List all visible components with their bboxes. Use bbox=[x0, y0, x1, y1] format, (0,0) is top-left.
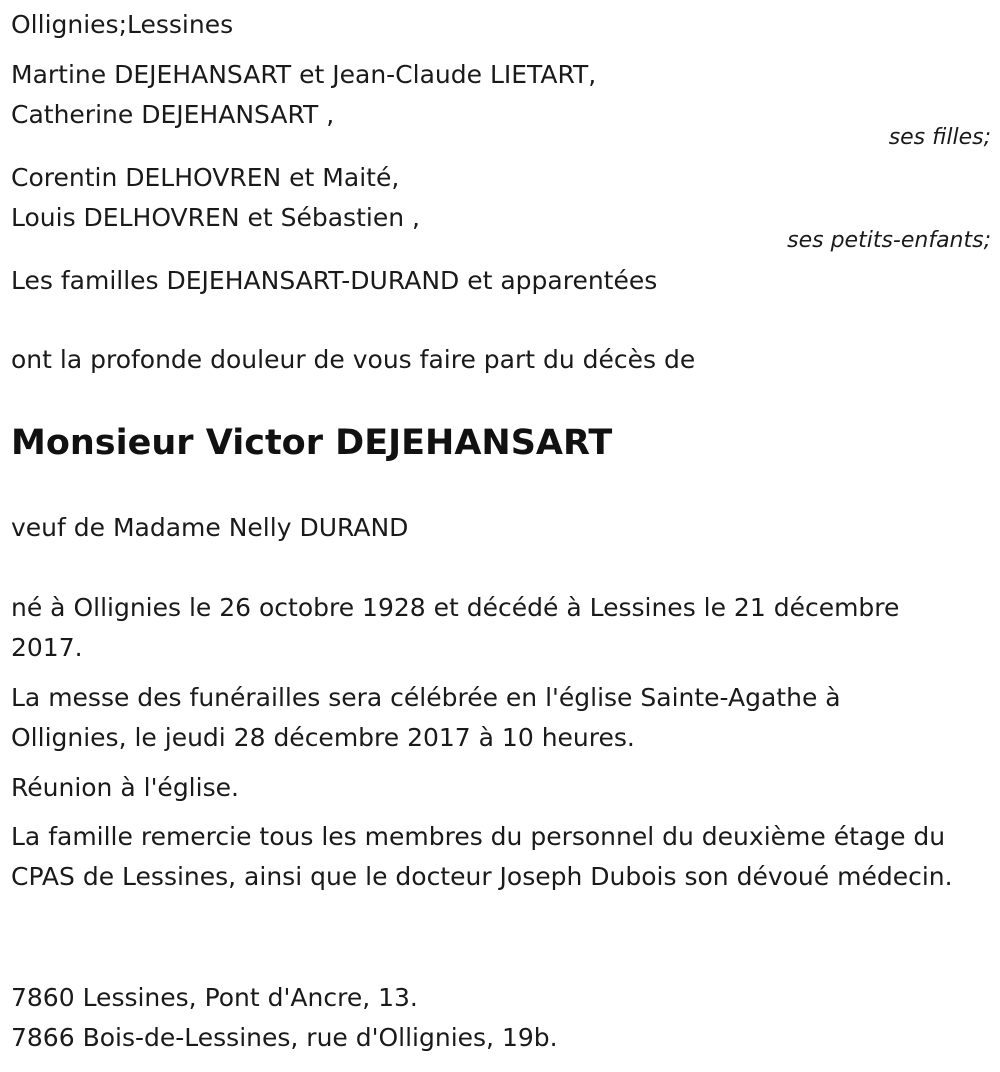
deceased-name: Monsieur Victor DEJEHANSART bbox=[11, 423, 613, 463]
address-line-1: 7860 Lessines, Pont d'Ancre, 13. bbox=[11, 983, 418, 1012]
locations-header: Ollignies;Lessines bbox=[11, 10, 234, 39]
daughter-line-2: Catherine DEJEHANSART , bbox=[11, 100, 335, 129]
families-line: Les familles DEJEHANSART-DURAND et apparentées bbox=[11, 266, 658, 295]
grandchild-line-2: Louis DELHOVREN et Sébastien , bbox=[11, 203, 420, 232]
grandchildren-role: ses petits-enfants; bbox=[787, 228, 991, 253]
daughters-role: ses filles; bbox=[888, 125, 991, 150]
announcement-line: ont la profonde douleur de vous faire part du décès de bbox=[11, 345, 696, 374]
grandchild-line-1: Corentin DELHOVREN et Maité, bbox=[11, 163, 400, 192]
funeral-paragraph: La messe des funérailles sera célébrée en l'église Sainte-Agathe à Ollignies, le jeudi 28 décembre 2017 à 10 heures. bbox=[11, 683, 841, 752]
thanks-paragraph: La famille remercie tous les membres du personnel du deuxième étage du CPAS de Lessines, ainsi que le docteur Joseph Dubois son dévoué médecin. bbox=[11, 822, 953, 891]
address-line-2: 7866 Bois-de-Lessines, rue d'Ollignies, 19b. bbox=[11, 1023, 558, 1052]
meeting-line: Réunion à l'église. bbox=[11, 773, 239, 802]
birth-death-paragraph: né à Ollignies le 26 octobre 1928 et décédé à Lessines le 21 décembre 2017. bbox=[11, 593, 900, 662]
daughter-line-1: Martine DEJEHANSART et Jean-Claude LIETART, bbox=[11, 60, 597, 89]
widower-line: veuf de Madame Nelly DURAND bbox=[11, 513, 409, 542]
